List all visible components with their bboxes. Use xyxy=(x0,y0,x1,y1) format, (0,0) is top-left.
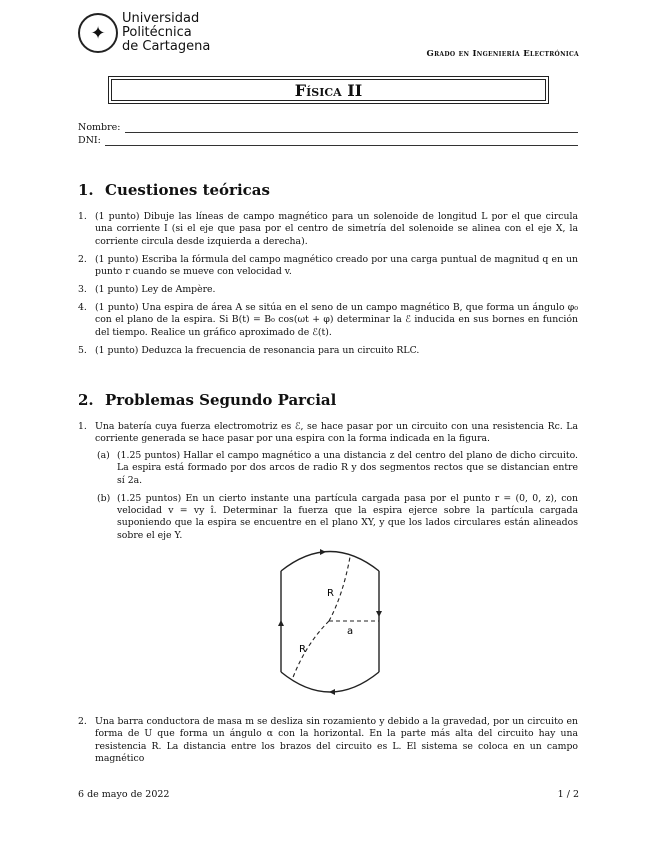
half-width-label: a xyxy=(347,626,354,637)
section-title: Cuestiones teóricas xyxy=(105,181,270,199)
question-number: 1. xyxy=(78,211,87,222)
subquestion-text: (1.25 puntos) Hallar el campo magnético a una distancia z del centro del plano de dicho circuito. La espira está formado por dos arcos de radio R y dos segmentos rectos que se distancian entre sí 2a. xyxy=(117,449,578,486)
university-line: Politécnica xyxy=(122,25,192,40)
subquestion-label: (a) xyxy=(97,449,110,461)
question-text: (1 punto) Ley de Ampère. xyxy=(95,284,216,296)
arrow-icon xyxy=(278,620,284,626)
section-number: 2. xyxy=(78,391,94,409)
page-number: 1 / 2 xyxy=(557,789,579,800)
arrow-icon xyxy=(376,611,382,617)
problem-text: Una barra conductora de masa m se desliza sin rozamiento y debido a la gravedad, por un circuito en forma de U que forma un ángulo α con la horizontal. En la parte más alta del circuito hay una resistencia R. La distancia entre los brazos del circuito es L. El sistema se coloca en un campo magnético xyxy=(95,716,578,765)
problems-continued xyxy=(78,716,578,771)
question-text: (1 punto) Escriba la fórmula del campo magnético creado por una carga puntual de magnitud q en un punto r cuando se mueve con velocidad v. xyxy=(95,253,578,278)
arrow-icon xyxy=(320,549,326,555)
top-arc xyxy=(281,552,379,572)
bottom-arc xyxy=(281,672,379,692)
university-line: de Cartagena xyxy=(122,39,211,54)
section-number: 1. xyxy=(78,181,94,199)
arrow-icon xyxy=(329,689,335,695)
question-text: (1 punto) Dibuje las líneas de campo magnético para un solenoide de longitud L por el que circula una corriente I (si el eje que pasa por el centro de simetría del solenoide se alinea con el eje X, la corriente circula desde izquierda a derecha). xyxy=(95,211,578,247)
degree-name: Grado en Ingeniería Electrónica xyxy=(426,49,579,59)
subquestion-label: (b) xyxy=(97,492,111,504)
radius-line xyxy=(292,621,329,680)
question-text: (1 punto) Deduzca la frecuencia de resonancia para un circuito RLC. xyxy=(95,344,420,356)
problem-number: 1. xyxy=(78,421,87,432)
problem xyxy=(78,716,578,766)
problem-number: 2. xyxy=(78,716,87,727)
radius-label: R xyxy=(327,588,334,599)
question-number: 5. xyxy=(78,344,87,356)
question-number: 2. xyxy=(78,253,87,265)
subquestion-text: (1.25 puntos) En un cierto instante una partícula cargada pasa por el punto r = (0, 0, z), con velocidad v = vy î. Determinar la fuerza que la espira ejerce sobre la partícula cargada suponiendo que la espira se encuentre en el plano XY, y que los lados circulares están alineados sobre el eje Y. xyxy=(117,492,578,541)
section-title: Problemas Segundo Parcial xyxy=(105,391,337,409)
exam-title: Física II xyxy=(111,79,546,101)
university-line: Universidad xyxy=(122,11,200,26)
radius-label: R xyxy=(299,644,306,655)
question-number: 4. xyxy=(78,301,87,313)
problem-text: Una batería cuya fuerza electromotriz es ℰ, se hace pasar por un circuito con una resistencia Rc. La corriente generada se hace pasar por una espira con la forma indicada en la figura. xyxy=(95,421,578,445)
footer-date: 6 de mayo de 2022 xyxy=(78,789,170,800)
question-number: 3. xyxy=(78,284,87,296)
question-text: (1 punto) Una espira de área A se sitúa en el seno de un campo magnético B, que forma un ángulo φ₀ con el plano de la espira. Si B(t) = B₀ cos(ωt + φ) determinar la ℰ inducida en sus bornes en función del tiempo. Realice un gráfico aproximado de ℰ(t). xyxy=(95,301,578,338)
university-logo: ✦ xyxy=(78,13,118,53)
id-label: DNI: xyxy=(78,135,101,146)
name-label: Nombre: xyxy=(78,122,121,133)
